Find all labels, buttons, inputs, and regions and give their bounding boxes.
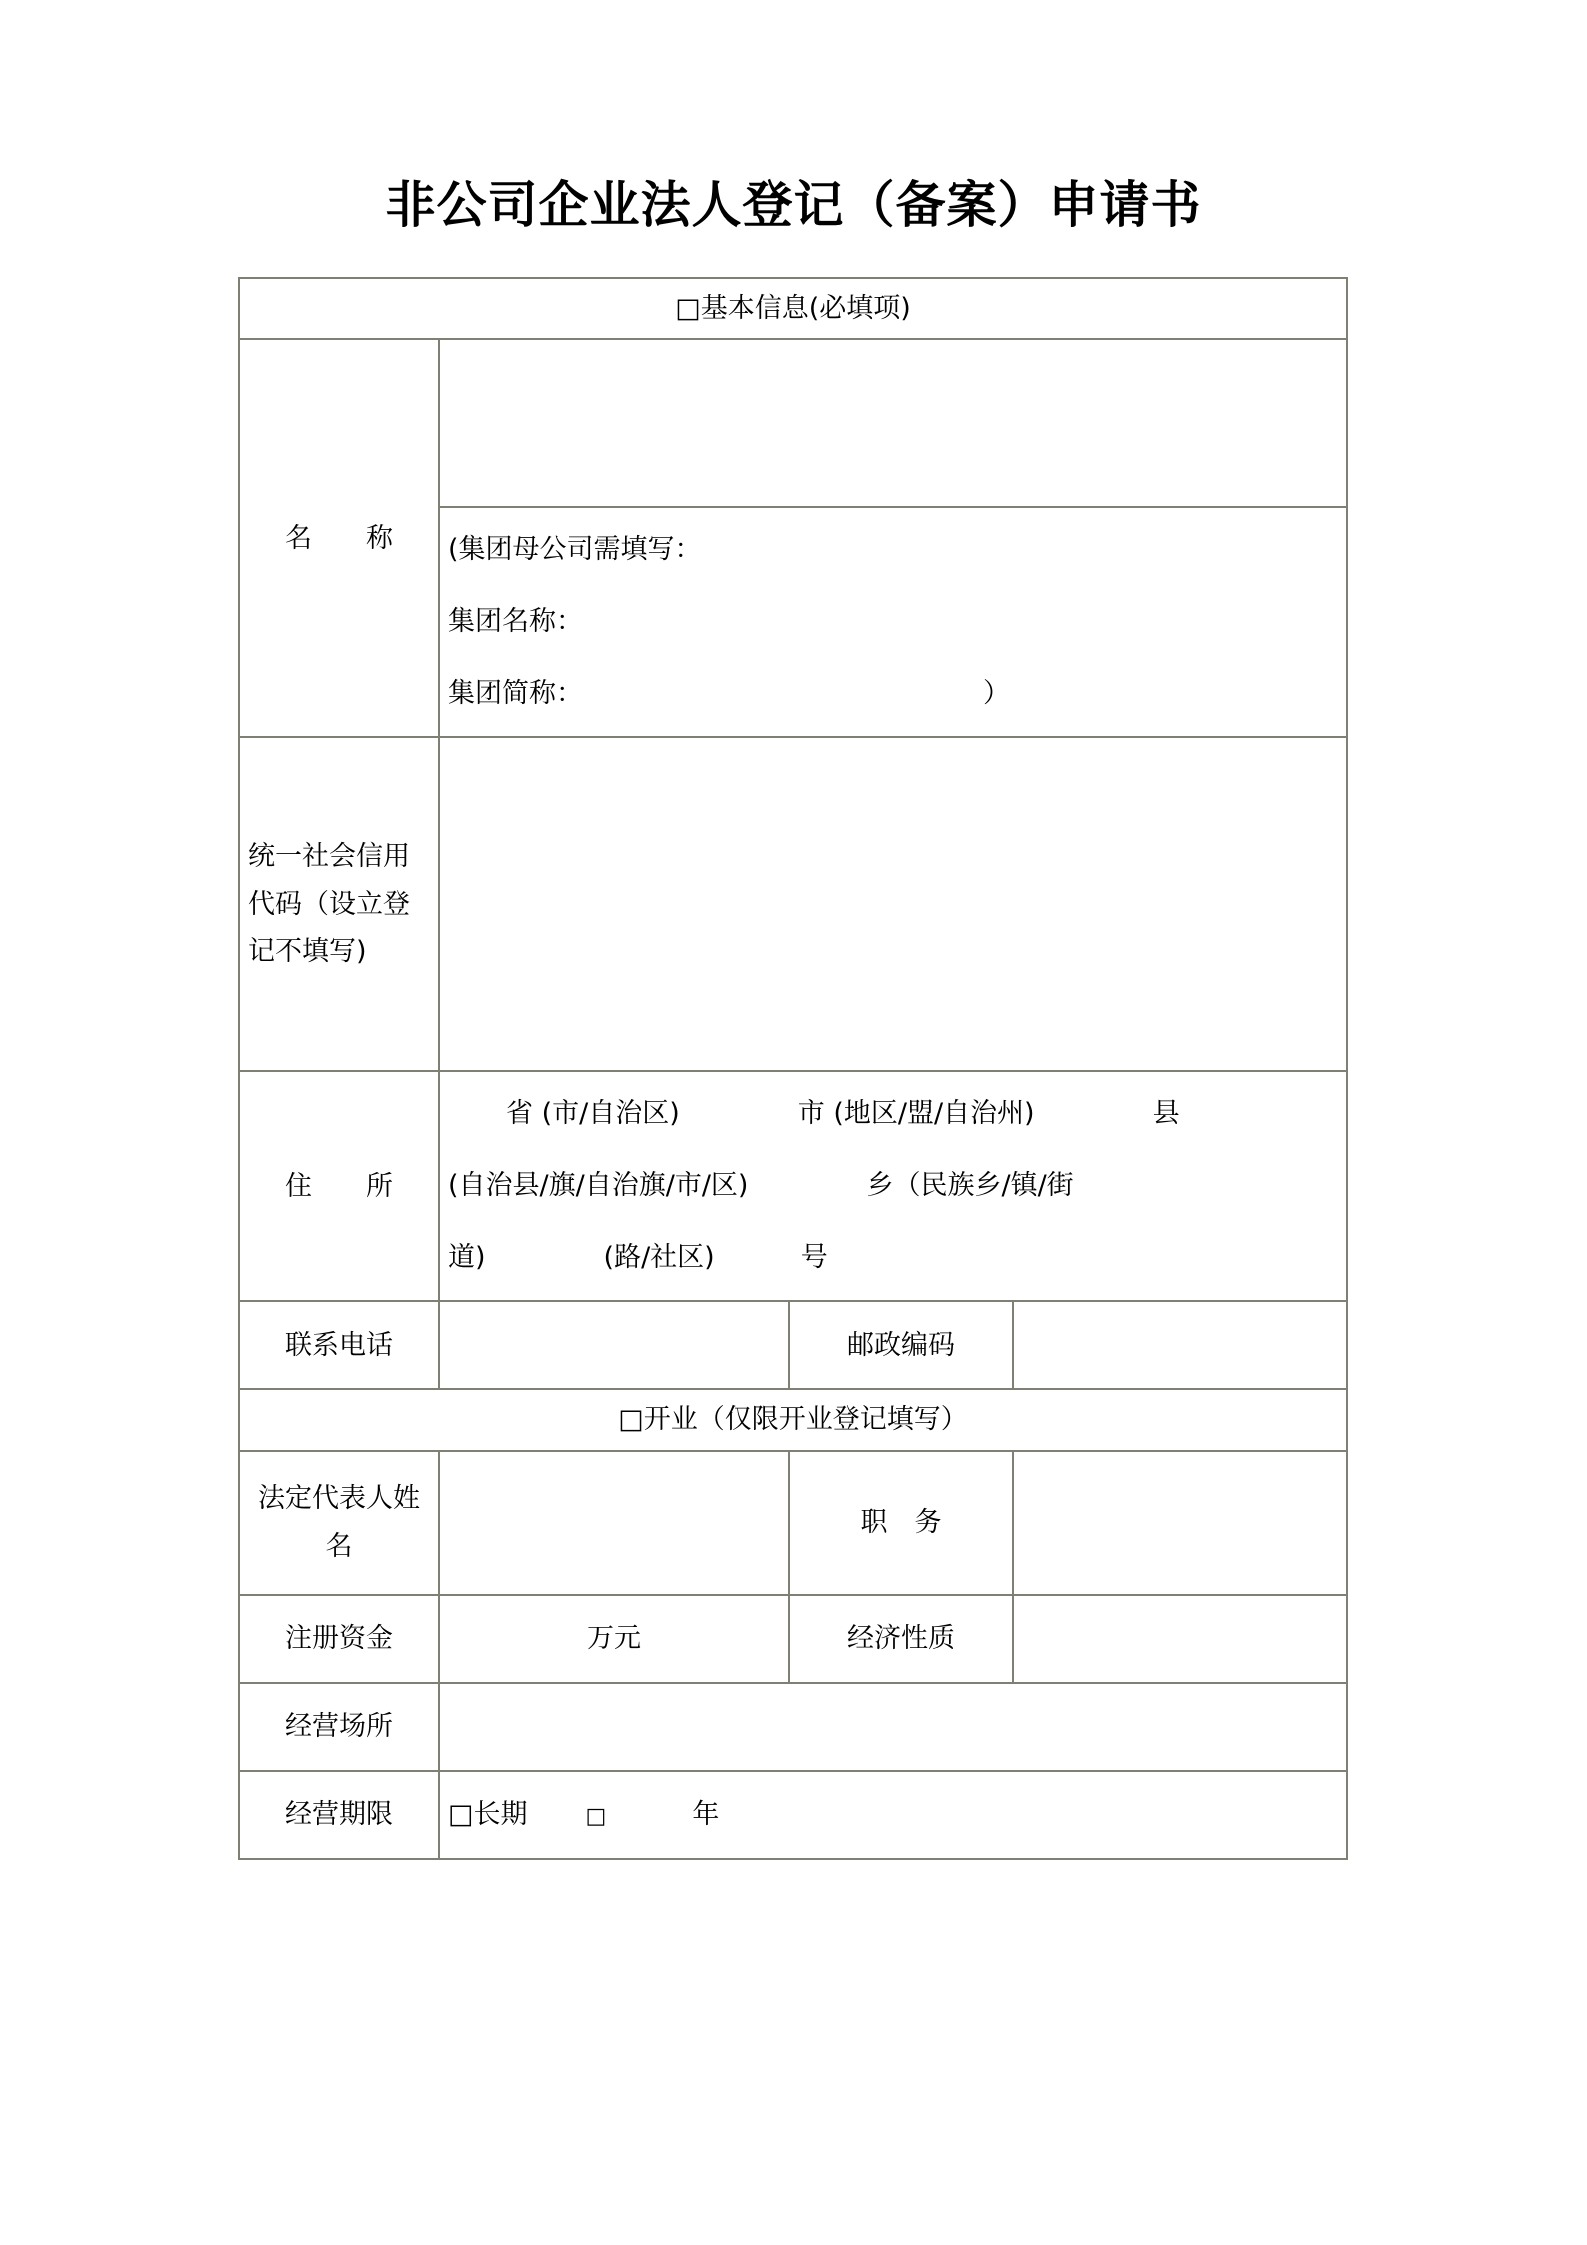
- page-title: 非公司企业法人登记（备案）申请书: [385, 175, 1202, 234]
- address-number: 号: [800, 1242, 828, 1274]
- checkbox-term-years[interactable]: □: [585, 1803, 607, 1829]
- field-value-economic-nature[interactable]: [1013, 1595, 1347, 1683]
- address-line-2: [448, 1150, 1338, 1222]
- table-row-credit-code: [239, 737, 1347, 1071]
- field-label-business-term: 经营期限: [239, 1771, 439, 1859]
- field-label-business-place: 经营场所: [239, 1683, 439, 1771]
- group-note-line-3-text: 集团简称：: [448, 678, 583, 710]
- group-note-line-2: 集团名称：: [448, 606, 583, 638]
- checkbox-term-longterm[interactable]: □长期: [448, 1798, 528, 1830]
- group-note-close-paren: ）: [983, 678, 1010, 710]
- address-city: 市 (地区/盟/自治州): [797, 1098, 1035, 1130]
- field-label-phone: 联系电话: [239, 1301, 439, 1389]
- field-value-legal-representative[interactable]: [439, 1451, 789, 1595]
- label-term-years: 年: [692, 1798, 720, 1830]
- field-value-postal-code[interactable]: [1013, 1301, 1347, 1389]
- field-label-address: 住 所: [239, 1071, 439, 1301]
- field-label-economic-nature: 经济性质: [789, 1595, 1013, 1683]
- section-header-basic-info: □基本信息(必填项): [239, 278, 1347, 339]
- group-note-line-1: (集团母公司需填写：: [448, 534, 702, 566]
- table-row-legal-representative: [239, 1451, 1347, 1595]
- field-label-legal-representative: 法定代表人姓名: [239, 1451, 439, 1595]
- table-row-business-place: [239, 1683, 1347, 1771]
- field-label-name: 名 称: [239, 339, 439, 737]
- field-value-phone[interactable]: [439, 1301, 789, 1389]
- address-district: (自治县/旗/自治旗/市/区): [448, 1170, 749, 1202]
- address-road: (路/社区): [603, 1242, 715, 1274]
- address-street-cont: 道): [448, 1242, 486, 1274]
- field-value-business-term: [439, 1771, 1347, 1859]
- field-note-group: [439, 507, 1347, 737]
- group-note-line-3: [448, 658, 1338, 730]
- address-line-3: [448, 1222, 1338, 1294]
- table-row-name-blank: [239, 339, 1347, 507]
- field-label-postal-code: 邮政编码: [789, 1301, 1013, 1389]
- table-row-basic-info-header: [239, 278, 1347, 339]
- field-value-credit-code[interactable]: [439, 737, 1347, 1071]
- field-label-registered-capital: 注册资金: [239, 1595, 439, 1683]
- table-row-contact: [239, 1301, 1347, 1389]
- field-label-position: 职 务: [789, 1451, 1013, 1595]
- table-row-address: [239, 1071, 1347, 1301]
- table-row-capital: [239, 1595, 1347, 1683]
- field-value-business-place[interactable]: [439, 1683, 1347, 1771]
- field-value-name[interactable]: [439, 339, 1347, 507]
- field-value-position[interactable]: [1013, 1451, 1347, 1595]
- field-value-address[interactable]: [439, 1071, 1347, 1301]
- address-line-1: [448, 1078, 1338, 1150]
- registration-form-table: [238, 277, 1348, 1860]
- section-header-opening: □开业（仅限开业登记填写）: [239, 1389, 1347, 1450]
- table-row-business-term: [239, 1771, 1347, 1859]
- field-label-credit-code: 统一社会信用代码（设立登记不填写): [239, 737, 439, 1071]
- field-value-registered-capital-unit[interactable]: 万元: [439, 1595, 789, 1683]
- address-province: 省 (市/自治区): [506, 1098, 680, 1130]
- address-township: 乡（民族乡/镇/街: [866, 1170, 1074, 1202]
- address-county: 县: [1152, 1098, 1180, 1130]
- table-row-opening-header: [239, 1389, 1347, 1450]
